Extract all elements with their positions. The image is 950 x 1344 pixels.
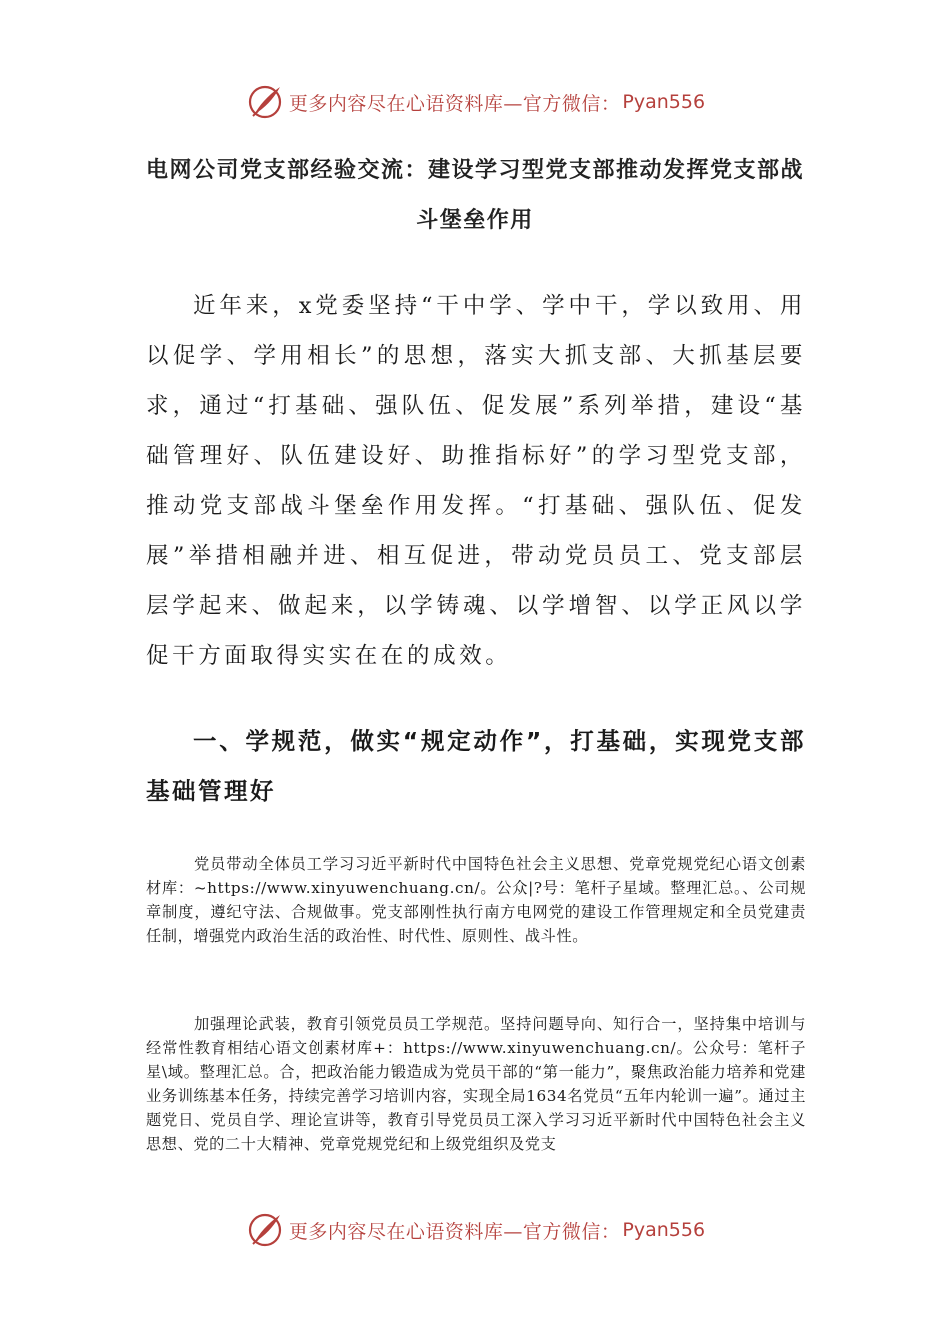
watermark-handle: Pyan556 bbox=[622, 1219, 706, 1241]
intro-paragraph: 近年来，x党委坚持“干中学、学中干，学以致用、用以促学、学用相长”的思想，落实大抓支部、大抓基层要求，通过“打基础、强队伍、促发展”系列举措，建设“基础管理好、队伍建设好、助推指标好”的学习型党支部，推动党支部战斗堡垒作用发挥。“打基础、强队伍、促发展”举措相融并进、相互促进，带动党员员工、党支部层层学起来、做起来，以学铸魂、以学增智、以学正风以学促干方面取得实实在在的成效。 bbox=[146, 293, 806, 669]
body-paragraph-1: 党员带动全体员工学习习近平新时代中国特色社会主义思想、党章党规党纪心语文创素材库：~https://www.xinyuwenchuang.cn/。公众|?号：笔杆子星域。整理汇总。、公司规章制度，遵纪守法、合规做事。党支部刚性执行南方电网党的建设工作管理规定和全员党建责任制，增强党内政治生活的政治性、时代性、原则性、战斗性。 bbox=[146, 855, 806, 945]
watermark-text: 更多内容尽在心语资料库—官方微信： bbox=[288, 92, 621, 115]
body-paragraph-2: 加强理论武装，教育引领党员员工学规范。坚持问题导向、知行合一，坚持集中培训与经常性教育相结心语文创素材库+：https://www.xinyuwenchuang.cn/。公众号：笔杆子星\域。整理汇总。合，把政治能力锻造成为党员干部的“第一能力”，聚焦政治能力培养和党建业务训练基本任务，持续完善学习培训内容，实现全局1634名党员“五年内轮训一遍”。通过主题党日、党员自学、理论宣讲等，教育引导党员员工深入学习习近平新时代中国特色社会主义思想、党的二十大精神、党章党规党纪和上级党组织及党支 bbox=[146, 1015, 806, 1153]
quill-pen-circle-icon bbox=[245, 1210, 285, 1250]
section-heading-1: 一、学规范，做实“规定动作”，打基础，实现党支部基础管理好 bbox=[146, 727, 806, 805]
document-title: 电网公司党支部经验交流：建设学习型党支部推动发挥党支部战斗堡垒作用 bbox=[145, 158, 804, 233]
watermark-handle: Pyan556 bbox=[622, 91, 706, 113]
watermark-text: 更多内容尽在心语资料库—官方微信： bbox=[288, 1220, 621, 1243]
watermark-banner-bottom bbox=[0, 1208, 950, 1252]
quill-pen-circle-icon bbox=[245, 82, 285, 122]
watermark-banner-top bbox=[0, 80, 950, 124]
